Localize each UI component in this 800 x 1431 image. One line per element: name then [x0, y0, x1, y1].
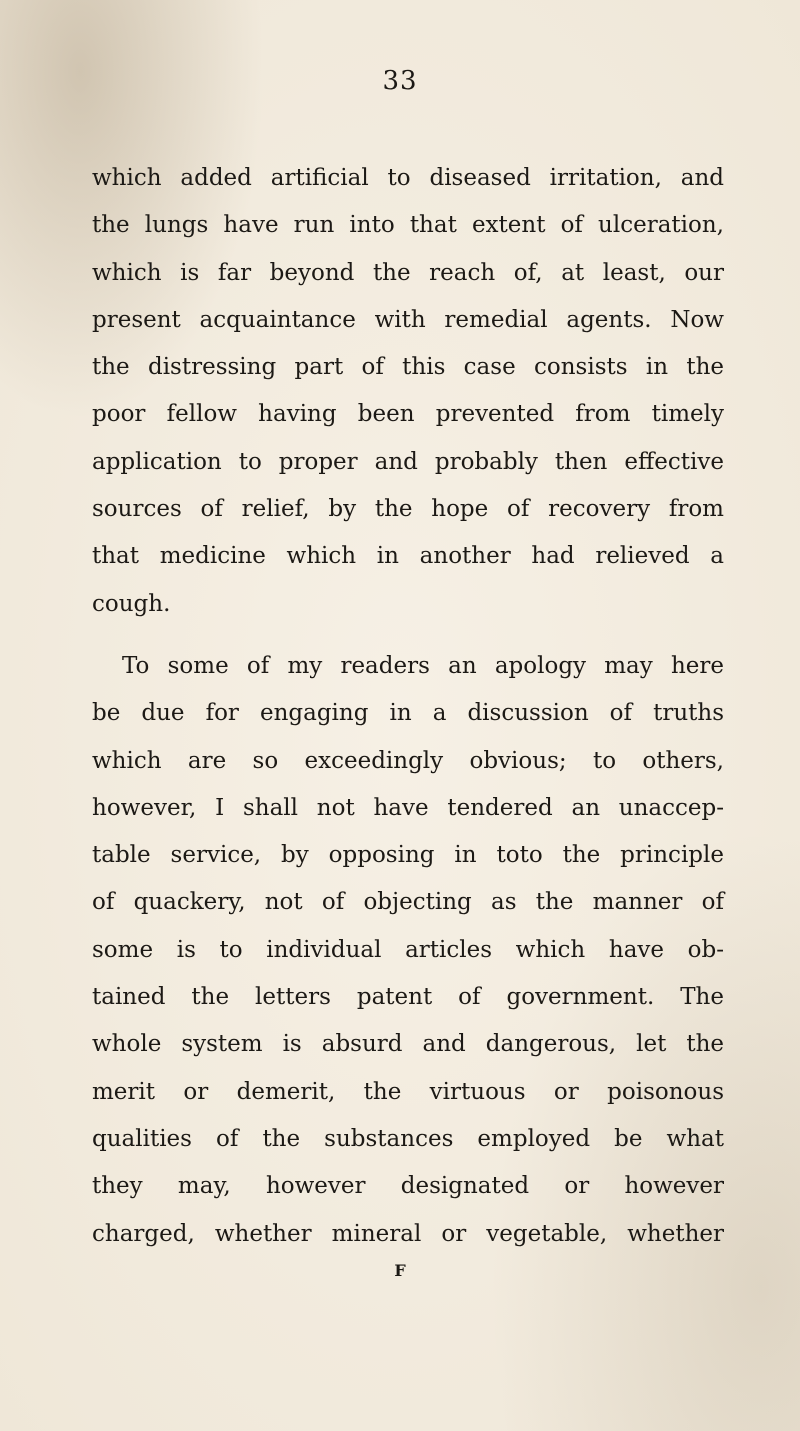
text-line: some is to individual articles which have ob- — [92, 936, 724, 963]
text-line: that medicine which in another had relieved a — [92, 543, 724, 570]
text-line: present acquaintance with remedial agents. Now — [92, 306, 724, 333]
text-line: poor fellow having been prevented from timely — [92, 401, 724, 428]
text-line: which are so exceedingly obvious; to others, — [92, 747, 724, 774]
text-line: the lungs have run into that extent of ulceration, — [92, 212, 724, 239]
text-line: be due for engaging in a discussion of truths — [92, 700, 724, 727]
text-line: whole system is absurd and dangerous, let the — [92, 1031, 724, 1058]
page-number: 33 — [382, 66, 418, 96]
text-line: which added artificial to diseased irritation, and — [92, 165, 724, 191]
text-line: the distressing part of this case consists in the — [92, 354, 724, 381]
paragraph-2 — [92, 643, 724, 1258]
text-line: tained the letters patent of government. The — [92, 984, 724, 1011]
text-line: however, I shall not have tendered an unaccep- — [92, 794, 724, 821]
text-line: cough. — [92, 590, 171, 617]
paragraph-1 — [92, 155, 724, 628]
text-line: To some of my readers an apology may here — [122, 653, 724, 679]
text-line: merit or demerit, the virtuous or poisonous — [92, 1078, 724, 1105]
text-line: qualities of the substances employed be what — [92, 1125, 724, 1152]
signature-mark: F — [394, 1261, 406, 1280]
text-line: of quackery, not of objecting as the manner of — [92, 889, 724, 916]
text-line: charged, whether mineral or vegetable, whether — [92, 1220, 724, 1247]
text-line: table service, by opposing in toto the principle — [92, 842, 724, 869]
text-line: which is far beyond the reach of, at least, our — [92, 259, 724, 286]
text-line: application to proper and probably then effective — [92, 448, 724, 475]
text-line: sources of relief, by the hope of recovery from — [92, 496, 724, 523]
text-line: they may, however designated or however — [92, 1173, 724, 1200]
